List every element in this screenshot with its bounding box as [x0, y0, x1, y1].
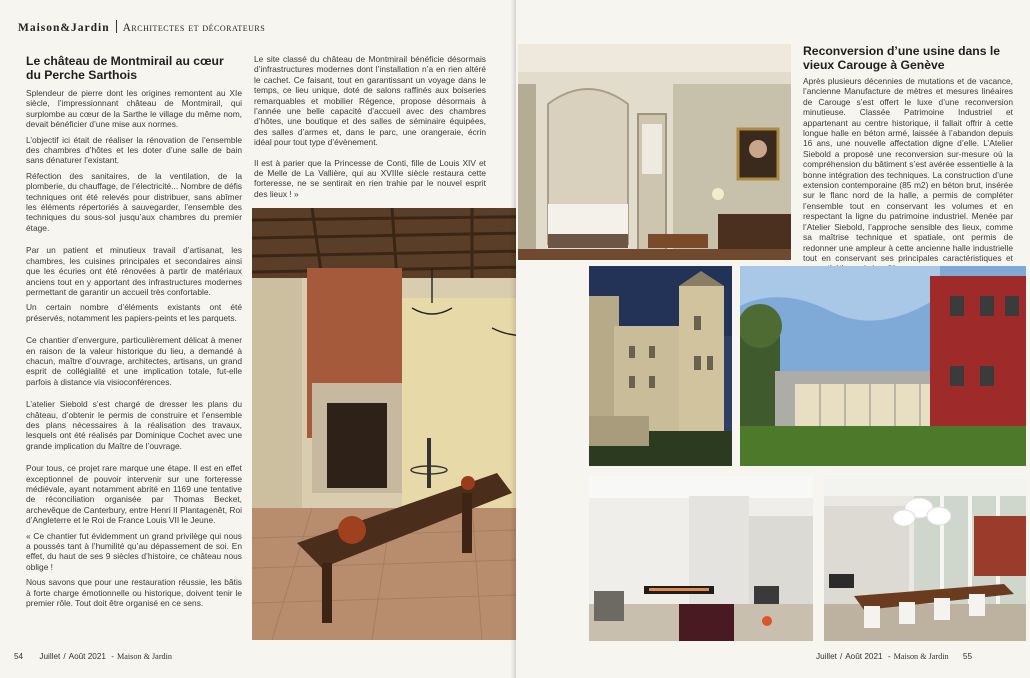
castle-bedroom-photo	[518, 44, 791, 260]
folio-title: Maison & Jardin	[893, 652, 949, 661]
magazine-brand: Maison&Jardin	[18, 22, 110, 34]
paragraph: Réfection des sanitaires, de la ventilation, de la plomberie, du chauffage, de l’électricité... Nombre de défis techniques ont été relevés pour distribuer, sans abîmer les éléments répertoriés à sauvegarder, l’ensemble des techniques du sous-sol jusqu’aux chambres du premier étage.	[26, 170, 242, 233]
left-article-column-1	[26, 54, 242, 613]
paragraph: Pour tous, ce projet rare marque une étape. Il est en effet exceptionnel de pouvoir intervenir sur une forteresse médiévale, ayant notamment abrité en 1169 une tentative de réconciliation organisée par Thomas Becket, archevêque de Canterbury, entre Henri II Plantagenêt, Roi d’Angleterre et le Roi de France Louis VII le Jeune.	[26, 463, 242, 526]
castle-exterior-photo	[589, 266, 732, 466]
left-article-column-2	[254, 54, 486, 204]
page-number: 54	[14, 652, 24, 661]
paragraph: L’objectif ici était de réaliser la rénovation de l’ensemble des chambres d’hôtes et les doter d’une salle de bain sans dénaturer l’existant.	[26, 134, 242, 166]
issue-month: Juillet	[39, 652, 61, 661]
factory-exterior-photo	[740, 266, 1026, 466]
paragraph: Ce chantier d’envergure, particulièrement délicat à mener en raison de la valeur historique du lieu, a demandé à chacun, maître d’ouvrage, architectes, artisans, un grand esprit de collégialité et une implication totale, fut-elle parfois à distance via visioconférences.	[26, 335, 242, 387]
paragraph: Il est à parier que la Princesse de Conti, fille de Louis XIV et de Melle de La Vallière, qui au XVIIIe siècle restaura cette forteresse, ne se sentirait en rien trahie par le nouvel esprit des lieux ! »	[254, 157, 486, 199]
paragraph: Nous savons que pour une restauration réussie, les bâtis à forte charge émotionnelle ou historique, doivent tenir le premier rôle. Tout doit être organisé en ce sens.	[26, 577, 242, 609]
paragraph: L’atelier Siebold s’est chargé de dresser les plans du château, d’obtenir le permis de construire et l’ensemble des plans nécessaires à la réalisation des travaux, lesquels ont été réalisés par Dominique Cochet avec une grande implication du Maître de l’ouvrage.	[26, 399, 242, 451]
folio-separator: /	[839, 652, 843, 661]
paragraph: Par un patient et minutieux travail d’artisanat, les chambres, les cuisines principales et secondaires ainsi que les écuries ont été rénovées à partir de matériaux anciens tout en y apportant des infrastructures modernes permettant de garantir un accueil très confortable.	[26, 245, 242, 297]
left-article-title: Le château de Montmirail au cœur du Perche Sarthois	[26, 54, 224, 82]
masthead-separator	[116, 20, 117, 33]
folio-separator: /	[63, 652, 66, 661]
right-article-title: Reconversion d’une usine dans le vieux Carouge à Genève	[803, 44, 1001, 72]
right-folio	[816, 652, 972, 661]
folio-dash: -	[111, 652, 114, 661]
paragraph: Splendeur de pierre dont les origines remontent au XIe siècle, l’impressionnant château de Montmirail, qui surplombe au cœur de la Sarthe le village du même nom, devait bénéficier d’une mise aux normes.	[26, 88, 242, 130]
factory-dining-photo	[824, 476, 1026, 641]
issue-date: Août 2021	[68, 652, 106, 661]
folio-dash: -	[887, 652, 891, 661]
paragraph: Le site classé du château de Montmirail bénéficie désormais d’infrastructures modernes dont l’installation n’a en rien altéré le cachet. Ce faisant, tout en garantissant un voyage dans le temps, ce lieu unique, doté de salons raffinés aux boiseries remarquables et mobilier Régence, propose désormais à l’année une belle capacité d’accueil avec des chambres d’hôtes, une boutique et des salles de séminaire équipées, des salles d’armes et, dans le parc, une orangeraie, écrin idéal pour tout type d’évènement.	[254, 54, 486, 148]
right-page	[516, 0, 1030, 678]
masthead	[18, 20, 265, 34]
issue-date: Août 2021	[845, 652, 883, 661]
folio-title: Maison & Jardin	[116, 652, 173, 661]
paragraph: Après plusieurs décennies de mutations et de vacance, l’ancienne Manufacture de mètres et mesures linéaires de Carouge s’est offert le luxe d’une reconversion minutieuse. Classée Patrimoine Industriel et appartenant au centre historique, il fallait offrir à cette longue halle en béton armé, laissée à l’abandon depuis 16 ans, une nouvelle affectation digne d’elle. L’Atelier Siebold a proposé une reconversion sur-mesure où la compréhension du bâtiment s’est avérée essentielle à la bonne intégration des techniques. La construction d’une extension contemporaine (85 m2) en béton brut, insérée sur le flanc nord de la halle, a permis de compléter l’ensemble tout en conservant les volumes et en respectant la ligne du patrimoine industriel. Menée par l’Atelier Siebold, l’approche sensible des lieux, comme sa maîtrise technique et spatiale, ont permis de redonner une ampleur à cette ancienne halle industrielle tout en conservant ses principales caractéristiques et	[803, 76, 1013, 263]
left-page	[0, 0, 514, 678]
section-name: Architectes et décorateurs	[122, 22, 266, 34]
page-number: 55	[962, 652, 973, 661]
issue-month: Juillet	[816, 652, 837, 661]
factory-living-photo	[589, 476, 813, 641]
paragraph: Un certain nombre d’éléments existants ont été préservés, notamment les papiers-peints et les parquets.	[26, 302, 242, 323]
right-article-column	[803, 44, 1013, 279]
left-folio	[14, 652, 172, 661]
paragraph: « Ce chantier fut évidemment un grand privilège qui nous a poussés tant à l’humilité qu’au dépassement de soi. En effet, du haut de ses 9 siècles d’histoire, ce château nous oblige !	[26, 530, 242, 572]
